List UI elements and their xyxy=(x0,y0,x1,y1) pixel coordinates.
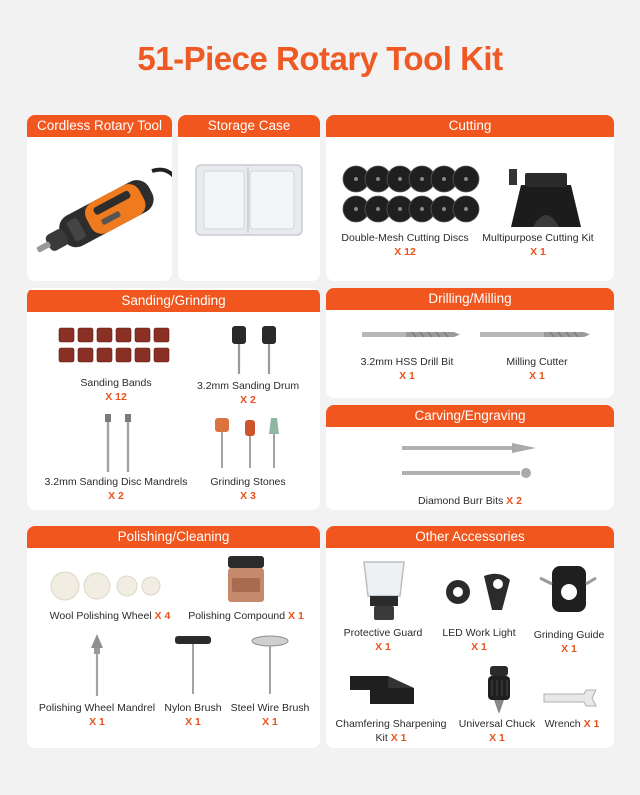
wheel-mandrel-label: Polishing Wheel Mandrel xyxy=(38,702,156,714)
disc-mandrels-label: 3.2mm Sanding Disc Mandrels xyxy=(44,476,188,488)
wool-wheel-label xyxy=(35,610,185,623)
disc-mandrels-qty: X 2 xyxy=(108,490,124,502)
disc-mandrels-image xyxy=(99,414,139,474)
steel-wire-brush-image xyxy=(252,636,288,696)
grinding-guide-image xyxy=(538,562,598,618)
page-title: 51-Piece Rotary Tool Kit xyxy=(137,40,503,77)
wheel-mandrel-qty: X 1 xyxy=(89,716,105,728)
drill-bit-label: 3.2mm HSS Drill Bit xyxy=(360,356,454,368)
drill-bit-qty: X 1 xyxy=(399,370,415,382)
cutting-discs-qty: X 12 xyxy=(394,246,416,258)
wool-wheel-qty: X 4 xyxy=(154,610,171,622)
universal-chuck-image xyxy=(484,666,514,716)
universal-chuck-qty: X 1 xyxy=(489,732,505,744)
grinding-guide-qty: X 1 xyxy=(561,643,577,655)
sanding-header: Sanding/Grinding xyxy=(27,290,320,312)
protective-guard-qty: X 1 xyxy=(375,641,391,653)
milling-cutter-qty: X 1 xyxy=(529,370,545,382)
wrench-label xyxy=(532,718,612,731)
storage-case-panel xyxy=(178,115,320,281)
carving-panel xyxy=(326,405,614,510)
accessories-panel xyxy=(326,526,614,748)
chamfering-kit-label-line2 xyxy=(326,732,456,745)
drilling-header: Drilling/Milling xyxy=(326,288,614,310)
sanding-drum-qty: X 2 xyxy=(240,394,256,406)
universal-chuck-label: Universal Chuck xyxy=(458,718,536,730)
cordless-rotary-tool-panel xyxy=(27,115,172,281)
diamond-burr-qty: X 2 xyxy=(506,495,522,507)
drilling-panel xyxy=(326,288,614,398)
polishing-compound-name: Polishing Compound xyxy=(188,610,286,622)
sanding-drum-label: 3.2mm Sanding Drum xyxy=(196,380,300,392)
polishing-compound-qty: X 1 xyxy=(288,610,304,622)
nylon-brush-qty: X 1 xyxy=(185,716,201,728)
accessories-header: Other Accessories xyxy=(326,526,614,548)
cutting-discs-label: Double-Mesh Cutting Discs xyxy=(341,232,469,244)
wheel-mandrel-image xyxy=(87,634,107,696)
drill-bit-image xyxy=(362,330,462,340)
grinding-stones-label: Grinding Stones xyxy=(210,476,286,488)
protective-guard-image xyxy=(360,558,408,622)
nylon-brush-image xyxy=(175,636,211,696)
cutting-kit-label: Multipurpose Cutting Kit xyxy=(482,232,594,244)
storage-case-header: Storage Case xyxy=(178,115,320,137)
led-work-light-qty: X 1 xyxy=(471,641,487,653)
rotary-tool-image xyxy=(27,141,172,281)
protective-guard-label: Protective Guard xyxy=(343,627,423,639)
steel-wire-brush-label: Steel Wire Brush xyxy=(230,702,310,714)
milling-cutter-image xyxy=(480,330,590,340)
cutting-kit-image xyxy=(501,165,591,235)
wool-wheel-image xyxy=(49,570,169,606)
cutting-kit-qty: X 1 xyxy=(530,246,546,258)
wrench-name: Wrench xyxy=(544,718,581,730)
sanding-bands-qty: X 12 xyxy=(105,391,127,403)
chamfering-kit-image xyxy=(348,668,418,708)
led-work-light-image xyxy=(444,570,516,614)
sanding-panel xyxy=(27,288,320,510)
chamfering-kit-qty: X 1 xyxy=(390,732,407,744)
led-work-light-label: LED Work Light xyxy=(442,627,516,639)
polishing-compound-label xyxy=(177,610,315,623)
grinding-stones-qty: X 3 xyxy=(240,490,256,502)
sanding-bands-label: Sanding Bands xyxy=(80,377,152,389)
milling-cutter-label: Milling Cutter xyxy=(506,356,568,368)
cordless-rotary-tool-header: Cordless Rotary Tool xyxy=(27,115,172,137)
grinding-guide-label: Grinding Guide xyxy=(533,629,605,641)
cutting-panel xyxy=(326,115,614,281)
grinding-stones-image xyxy=(209,416,289,471)
wrench-qty: X 1 xyxy=(583,718,600,730)
sanding-bands-image xyxy=(57,328,179,366)
chamfering-kit-name2: Kit xyxy=(375,732,388,744)
diamond-burr-label xyxy=(326,495,614,508)
chamfering-kit-label: Chamfering Sharpening xyxy=(335,718,447,730)
sanding-drum-image xyxy=(226,326,286,376)
wrench-image xyxy=(542,686,598,710)
cutting-header: Cutting xyxy=(326,115,614,137)
polishing-compound-image xyxy=(226,556,266,606)
wool-wheel-name: Wool Polishing Wheel xyxy=(49,610,152,622)
polishing-header: Polishing/Cleaning xyxy=(27,526,320,548)
diamond-burr-name: Diamond Burr Bits xyxy=(418,495,504,507)
carving-header: Carving/Engraving xyxy=(326,405,614,427)
polishing-panel xyxy=(27,526,320,748)
diamond-burr-image xyxy=(402,441,542,481)
storage-case-image xyxy=(178,141,320,281)
cutting-discs-image xyxy=(342,165,482,227)
nylon-brush-label: Nylon Brush xyxy=(164,702,222,714)
steel-wire-brush-qty: X 1 xyxy=(262,716,278,728)
